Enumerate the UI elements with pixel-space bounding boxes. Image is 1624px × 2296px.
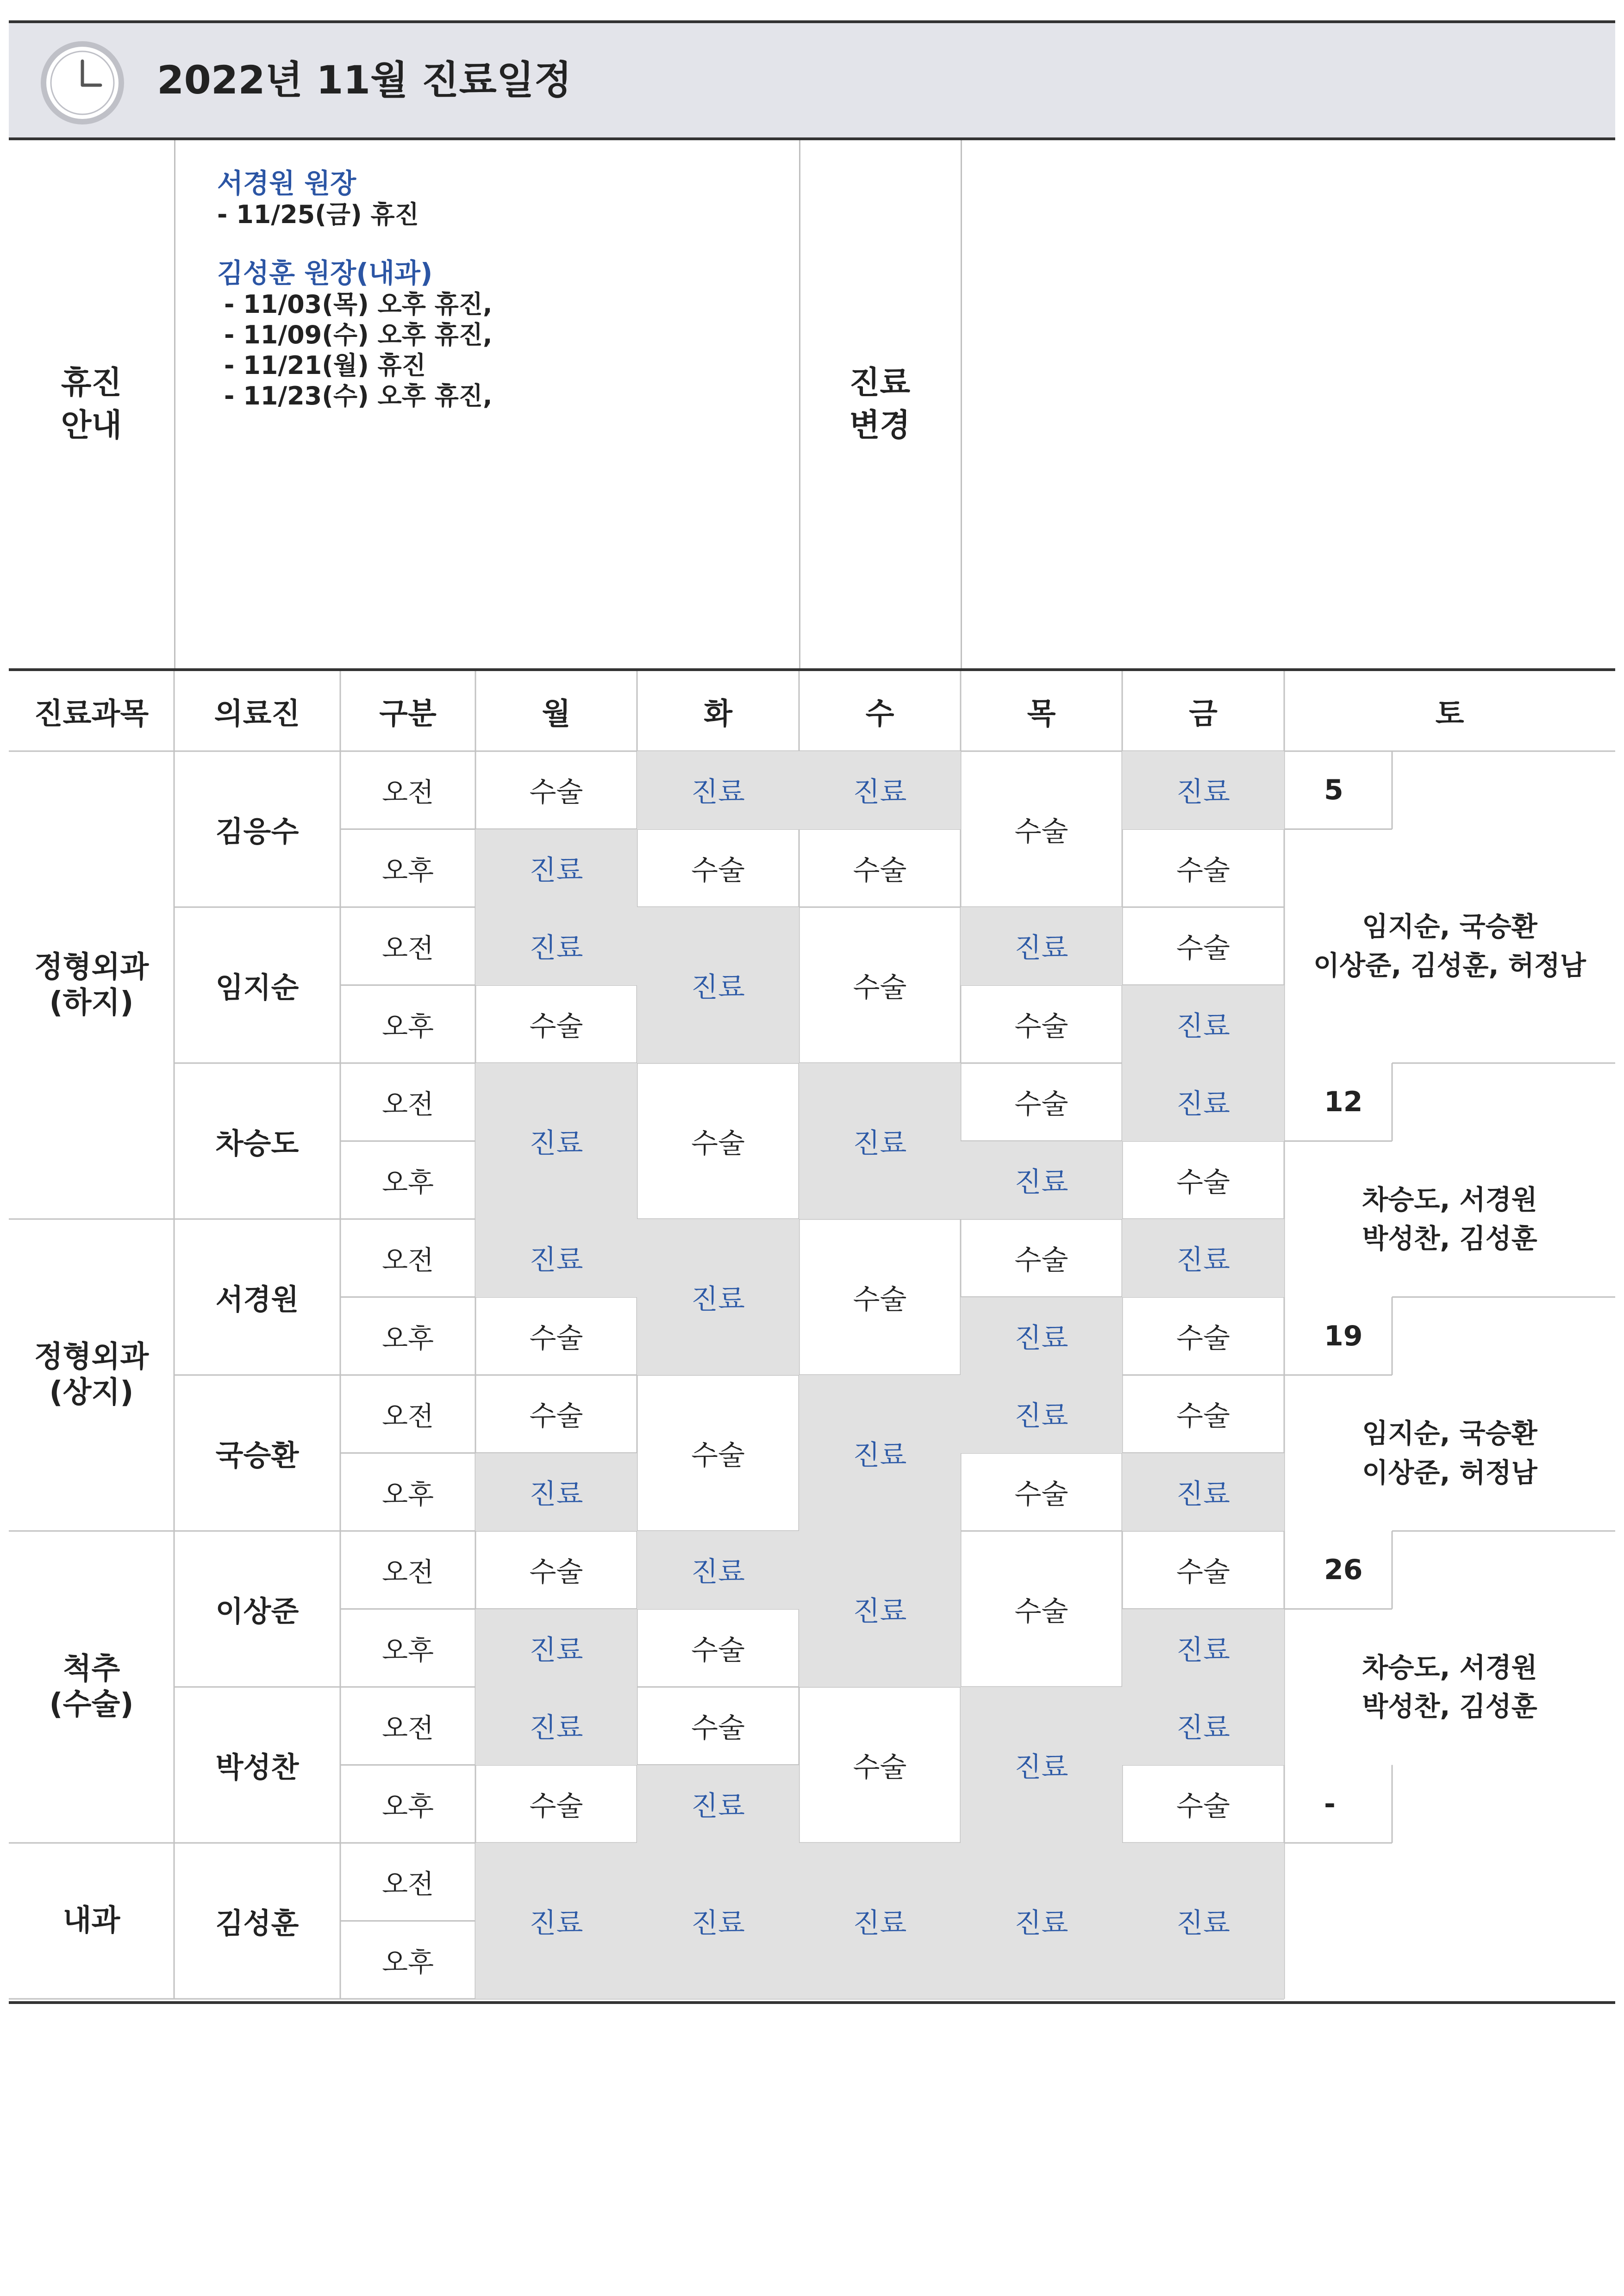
pm-label: 오후 <box>381 1478 434 1510</box>
closure-date: - 11/23(수) 오후 휴진, <box>224 381 493 411</box>
surgery-cell: 수술 <box>1176 1556 1230 1589</box>
consult-cell: 진료 <box>637 1531 799 1609</box>
consult-cell: 진료 <box>799 1531 961 1687</box>
pm-label: 오후 <box>381 1166 434 1198</box>
saturday-duty-doctors-line: 임지순, 국승환 <box>1362 1418 1537 1450</box>
surgery-cell: 수술 <box>853 854 907 887</box>
am-label: 오전 <box>381 1089 434 1120</box>
saturday-duty-doctors-line: 차승도, 서경원 <box>1362 1183 1537 1215</box>
department-label <box>9 1843 174 1999</box>
doctor-name: 김성훈 <box>215 1906 299 1940</box>
consult-cell: 진료 <box>475 1609 637 1687</box>
surgery-cell: 수술 <box>1176 854 1230 887</box>
saturday-duty-doctors-line: 임지순, 국승환 <box>1362 911 1537 943</box>
consult-cell: 진료 <box>961 1141 1122 1220</box>
day-header-wed: 수 <box>865 697 894 731</box>
saturday-duty-doctors <box>1284 829 1615 1064</box>
department-label-line: 척추 <box>62 1652 120 1686</box>
surgery-cell: 수술 <box>529 1322 583 1355</box>
saturday-duty-doctors-line: 박성찬, 김성훈 <box>1362 1691 1537 1722</box>
department-label-line: 정형외과 <box>34 950 149 984</box>
consult-cell: 진료 <box>475 1219 637 1297</box>
saturday-duty-doctors-line: 이상준, 김성훈, 허정남 <box>1313 950 1586 982</box>
surgery-cell: 수술 <box>1014 1478 1068 1511</box>
change-label-line: 진료 <box>849 364 911 401</box>
surgery-cell: 수술 <box>1014 1595 1068 1628</box>
department-label-line: 내과 <box>62 1904 120 1938</box>
closure-date: - 11/03(목) 오후 휴진, <box>224 290 493 319</box>
department-label-line: (하지) <box>49 985 134 1020</box>
doctor-name: 차승도 <box>215 1126 299 1160</box>
closure-label-line: 휴진 <box>61 364 122 401</box>
surgery-cell: 수술 <box>691 1439 745 1472</box>
doctor-name: 이상준 <box>215 1594 299 1628</box>
consult-cell: 진료 <box>475 907 637 985</box>
saturday-date: - <box>1324 1787 1336 1820</box>
surgery-cell: 수술 <box>529 1400 583 1433</box>
day-header-thu: 목 <box>1027 697 1056 731</box>
consult-cell: 진료 <box>1122 985 1284 1064</box>
consult-cell: 진료 <box>961 1375 1122 1453</box>
consult-cell: 진료 <box>961 1687 1122 1843</box>
consult-cell: 진료 <box>475 1063 637 1219</box>
notice-section <box>9 140 1615 671</box>
saturday-duty-doctors-line: 박성찬, 김성훈 <box>1362 1223 1537 1254</box>
day-header-mon: 월 <box>542 697 571 731</box>
saturday-date: 19 <box>1324 1319 1363 1352</box>
surgery-cell: 수술 <box>1014 1244 1068 1277</box>
saturday-date: 26 <box>1324 1554 1363 1587</box>
surgery-cell: 수술 <box>1176 932 1230 965</box>
consult-cell: 진료 <box>1122 1843 1284 1999</box>
closure-date: - 11/21(월) 휴진 <box>224 351 426 380</box>
clock-icon <box>38 39 126 127</box>
consult-cell: 진료 <box>799 751 961 829</box>
consult-cell: 진료 <box>799 1375 961 1531</box>
am-label: 오전 <box>381 1712 434 1744</box>
day-header-fri: 금 <box>1189 697 1218 731</box>
pm-label: 오후 <box>381 1946 434 1978</box>
department-label <box>9 1531 174 1843</box>
consult-cell: 진료 <box>1122 1219 1284 1297</box>
surgery-cell: 수술 <box>1176 1166 1230 1199</box>
change-label <box>799 140 961 668</box>
am-label: 오전 <box>381 933 434 964</box>
saturday-duty-doctors <box>1284 1375 1615 1531</box>
divider <box>961 140 962 668</box>
department-label <box>9 751 174 1219</box>
doctor-name: 박성찬 <box>215 1750 299 1784</box>
consult-cell: 진료 <box>1122 1063 1284 1141</box>
doctor-name: 김응수 <box>215 815 299 848</box>
pm-label: 오후 <box>381 1634 434 1666</box>
pm-label: 오후 <box>381 1322 434 1354</box>
consult-cell: 진료 <box>475 829 637 908</box>
am-label: 오전 <box>381 1244 434 1276</box>
surgery-cell: 수술 <box>853 971 907 1004</box>
slot-header: 구분 <box>379 697 437 731</box>
surgery-cell: 수술 <box>691 854 745 887</box>
consult-cell: 진료 <box>961 1297 1122 1375</box>
doctor-name: 임지순 <box>215 971 299 1004</box>
consult-cell: 진료 <box>637 751 799 829</box>
consult-cell: 진료 <box>637 1765 799 1843</box>
consult-cell: 진료 <box>1122 1609 1284 1687</box>
closure-label-line: 안내 <box>61 407 122 444</box>
day-header-sat: 토 <box>1435 697 1464 731</box>
consult-cell: 진료 <box>1122 751 1284 829</box>
staff-header: 의료진 <box>214 697 300 731</box>
pm-label: 오후 <box>381 1790 434 1822</box>
am-label: 오전 <box>381 777 434 809</box>
consult-cell: 진료 <box>637 907 799 1063</box>
consult-cell: 진료 <box>637 1219 799 1375</box>
schedule-header <box>9 20 1615 140</box>
am-label: 오전 <box>381 1400 434 1432</box>
surgery-cell: 수술 <box>529 776 583 809</box>
pm-label: 오후 <box>381 1010 434 1042</box>
doctor-name: 국승환 <box>215 1438 299 1472</box>
surgery-cell: 수술 <box>529 1790 583 1823</box>
consult-cell: 진료 <box>1122 1687 1284 1765</box>
saturday-duty-doctors <box>1284 1609 1615 1765</box>
department-label-line: (상지) <box>49 1375 134 1410</box>
closure-label <box>9 140 174 668</box>
closure-date: - 11/09(수) 오후 휴진, <box>224 320 493 349</box>
closure-doctor-name: 서경원 원장 <box>217 168 356 199</box>
page-title: 2022년 11월 진료일정 <box>157 57 572 103</box>
saturday-duty-doctors-line: 차승도, 서경원 <box>1362 1651 1537 1683</box>
department-label-line: 정형외과 <box>34 1340 149 1375</box>
change-label-line: 변경 <box>849 407 911 444</box>
divider <box>174 140 175 668</box>
closure-date: - 11/25(금) 휴진 <box>217 200 419 229</box>
consult-cell: 진료 <box>1122 1453 1284 1531</box>
surgery-cell: 수술 <box>1176 1790 1230 1823</box>
surgery-cell: 수술 <box>691 1127 745 1160</box>
surgery-cell: 수술 <box>1176 1322 1230 1355</box>
pm-label: 오후 <box>381 854 434 886</box>
surgery-cell: 수술 <box>1014 1010 1068 1043</box>
am-label: 오전 <box>381 1868 434 1900</box>
surgery-cell: 수술 <box>853 1283 907 1316</box>
surgery-cell: 수술 <box>1014 1088 1068 1121</box>
day-header-tue: 화 <box>704 697 732 731</box>
surgery-cell: 수술 <box>691 1712 745 1745</box>
doctor-name: 서경원 <box>215 1282 299 1316</box>
saturday-duty-doctors <box>1284 1141 1615 1297</box>
consult-cell: 진료 <box>799 1843 961 1999</box>
closure-doctor-name: 김성훈 원장(내과) <box>217 257 433 289</box>
consult-cell: 진료 <box>961 1843 1122 1999</box>
subject-header: 진료과목 <box>34 697 149 731</box>
consult-cell: 진료 <box>475 1453 637 1531</box>
consult-cell: 진료 <box>637 1843 799 1999</box>
surgery-cell: 수술 <box>1014 815 1068 848</box>
saturday-duty-doctors-line: 이상준, 허정남 <box>1362 1456 1537 1488</box>
schedule-table <box>9 671 1615 2004</box>
surgery-cell: 수술 <box>853 1751 907 1784</box>
department-label-line: (수술) <box>49 1687 134 1722</box>
consult-cell: 진료 <box>961 907 1122 985</box>
surgery-cell: 수술 <box>529 1010 583 1043</box>
consult-cell: 진료 <box>475 1843 637 1999</box>
surgery-cell: 수술 <box>529 1556 583 1589</box>
consult-cell: 진료 <box>799 1063 961 1219</box>
am-label: 오전 <box>381 1556 434 1588</box>
saturday-date: 5 <box>1324 774 1343 807</box>
department-label <box>9 1219 174 1531</box>
surgery-cell: 수술 <box>1176 1400 1230 1433</box>
saturday-date: 12 <box>1324 1086 1363 1119</box>
surgery-cell: 수술 <box>691 1634 745 1667</box>
consult-cell: 진료 <box>475 1687 637 1765</box>
